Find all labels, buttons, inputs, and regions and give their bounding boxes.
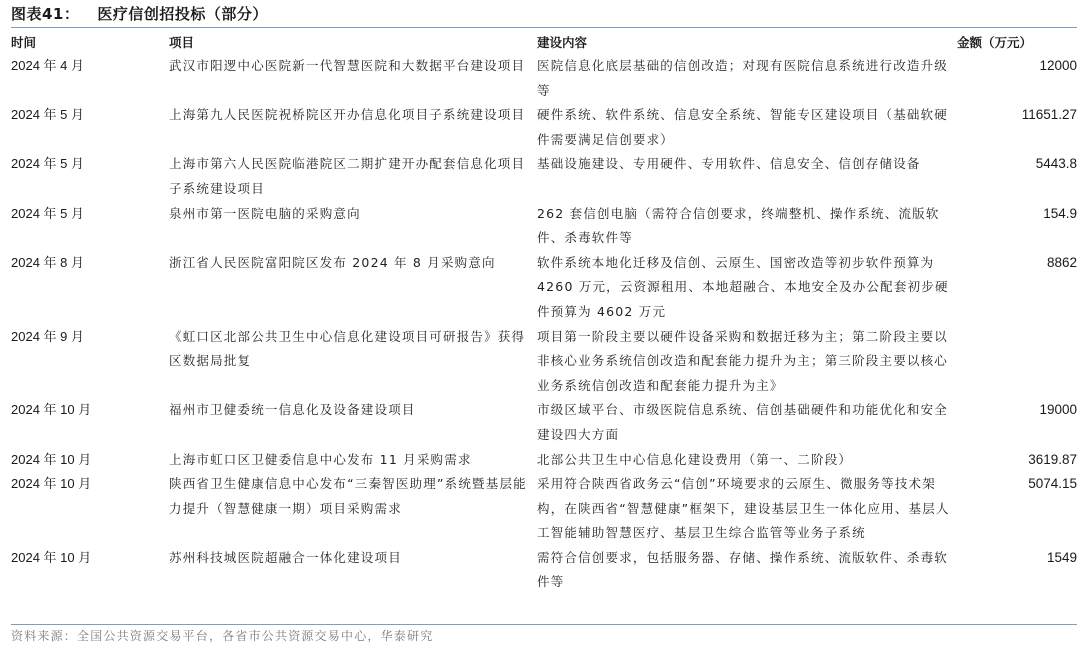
cell-amount: 11651.27	[1021, 107, 1077, 123]
cell-amount: 8862	[1046, 254, 1077, 270]
figure-title	[11, 2, 268, 26]
cell-amount: 5074.15	[1028, 476, 1077, 492]
top-rule	[11, 27, 1077, 28]
source-note: 资料来源：全国公共资源交易平台，各省市公共资源交易中心，华泰研究	[11, 629, 434, 643]
cell-amount: 12000	[1039, 58, 1077, 73]
table-row	[11, 325, 1077, 399]
cell-amount	[957, 325, 1077, 399]
cell-project: 福州市卫健委统一信息化及设备建设项目	[169, 402, 416, 418]
bottom-rule	[11, 624, 1077, 625]
cell-time: 2024 年 4 月	[11, 58, 84, 73]
table-row	[11, 398, 1077, 447]
cell-content: 262 套信创电脑（需符合信创要求，终端整机、操作系统、流版软件、杀毒软件等	[537, 205, 940, 246]
column-header-time: 时间	[11, 35, 37, 50]
cell-content: 项目第一阶段主要以硬件设备采购和数据迁移为主；第二阶段主要以非核心业务系统信创改造和配套能力提升为主；第三阶段主要以核心业务系统信创改造和配套能力提升为主》	[537, 328, 949, 393]
cell-content: 软件系统本地化迁移及信创、云原生、国密改造等初步软件预算为 4260 万元，云资源租用、本地超融合、本地安全及办公配套初步硬件预算为 4602 万元	[537, 254, 949, 319]
cell-time: 2024 年 10 月	[11, 402, 92, 418]
table-row	[11, 448, 1077, 473]
cell-project: 上海市虹口区卫健委信息中心发布 11 月采购需求	[169, 451, 472, 467]
tender-table	[11, 30, 1077, 595]
cell-content: 硬件系统、软件系统、信息安全系统、智能专区建设项目（基础软硬件需要满足信创要求）	[537, 107, 949, 147]
cell-project: 上海第九人民医院祝桥院区开办信息化项目子系统建设项目	[169, 107, 526, 123]
cell-project: 泉州市第一医院电脑的采购意向	[169, 205, 361, 221]
cell-time: 2024 年 10 月	[11, 476, 92, 492]
cell-content: 采用符合陕西省政务云“信创”环境要求的云原生、微服务等技术架构，在陕西省“智慧健康”框架下，建设基层卫生一体化应用、基层人工智能辅助智慧医疗、基层卫生综合监管等业务子系统	[537, 476, 950, 541]
cell-time: 2024 年 8 月	[11, 254, 84, 270]
cell-time: 2024 年 10 月	[11, 549, 92, 565]
table-row	[11, 202, 1077, 251]
cell-project: 《虹口区北部公共卫生中心信息化建设项目可研报告》获得区数据局批复	[169, 328, 526, 369]
cell-amount: 3619.87	[1028, 451, 1077, 467]
cell-amount: 154.9	[1043, 205, 1077, 221]
figure-title-text: 医疗信创招投标（部分）	[97, 5, 268, 23]
table-row	[11, 546, 1077, 595]
cell-time: 2024 年 5 月	[11, 205, 84, 221]
cell-time: 2024 年 5 月	[11, 156, 84, 172]
column-header-amount: 金额（万元）	[957, 35, 1033, 50]
figure-label: 图表41：	[11, 5, 80, 23]
table-row	[11, 251, 1077, 325]
table-row	[11, 152, 1077, 201]
table-row	[11, 54, 1077, 103]
cell-content: 基础设施建设、专用硬件、专用软件、信息安全、信创存储设备	[537, 156, 921, 172]
cell-project: 苏州科技城医院超融合一体化建设项目	[169, 549, 402, 565]
cell-project: 浙江省人民医院富阳院区发布 2024 年 8 月采购意向	[169, 254, 496, 270]
cell-project: 武汉市阳逻中心医院新一代智慧医院和大数据平台建设项目	[169, 58, 526, 73]
table-header-row	[11, 30, 1077, 54]
table-row	[11, 103, 1077, 152]
column-header-content: 建设内容	[537, 35, 588, 50]
cell-amount: 5443.8	[1035, 156, 1077, 172]
cell-amount: 19000	[1039, 402, 1077, 418]
cell-time: 2024 年 9 月	[11, 328, 84, 344]
table-row	[11, 472, 1077, 546]
column-header-project: 项目	[169, 35, 195, 50]
cell-time: 2024 年 5 月	[11, 107, 84, 123]
cell-content: 北部公共卫生中心信息化建设费用（第一、二阶段）	[537, 451, 853, 467]
cell-project: 上海市第六人民医院临港院区二期扩建开办配套信息化项目子系统建设项目	[169, 156, 526, 196]
cell-content: 市级区域平台、市级医院信息系统、信创基础硬件和功能优化和安全建设四大方面	[537, 402, 949, 442]
cell-project: 陕西省卫生健康信息中心发布“三秦智医助理”系统暨基层能力提升（智慧健康一期）项目采购需求	[169, 476, 527, 516]
cell-amount: 1549	[1046, 549, 1077, 565]
cell-time: 2024 年 10 月	[11, 451, 92, 467]
cell-content: 需符合信创要求，包括服务器、存储、操作系统、流版软件、杀毒软件等	[537, 549, 949, 590]
cell-content: 医院信息化底层基础的信创改造；对现有医院信息系统进行改造升级等	[537, 58, 949, 98]
